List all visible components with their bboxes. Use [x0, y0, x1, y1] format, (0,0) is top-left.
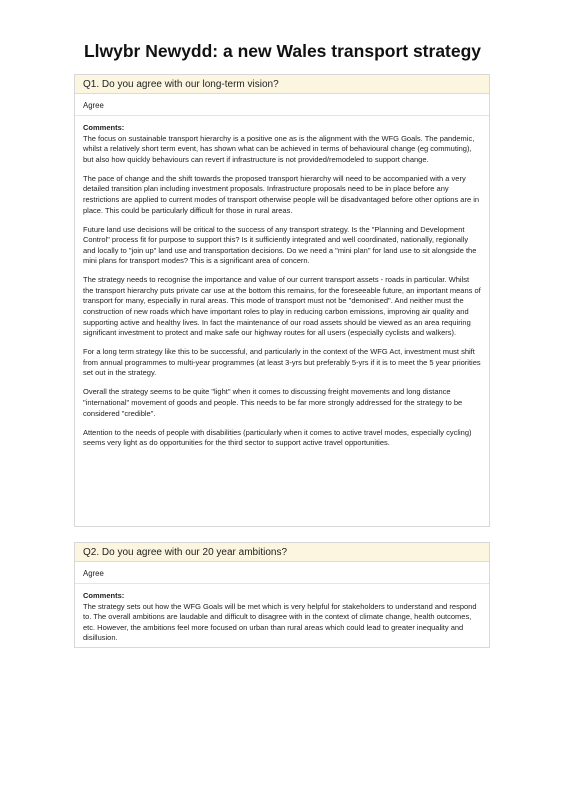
comment-paragraph: Future land use decisions will be critical to the success of any transport strategy. Is the "Planning and Development Control" process fit for purpose to support this? Is it sufficiently integrated and well coordinated, nationally, regionally and locally to "join up" land use and transportation decisions. Do we need a "mini plan" for land use to sit alongside the mini plans for transport modes? This is a significant area of concern. [83, 224, 477, 266]
question-card-q1 [74, 74, 490, 527]
comment-paragraph: The strategy sets out how the WFG Goals will be met which is very helpful for stakeholders to understand and respond to. The overall ambitions are laudable and difficult to disagree with in the context of climate change, health outcomes, etc. However, the ambitions feel more focused on urban than rural areas which could lead to greater inequality and disillusion. [83, 601, 477, 643]
comments-label: Comments: [83, 591, 125, 600]
question-heading: Q1. Do you agree with our long-term vision? [75, 75, 489, 94]
comment-paragraph: The focus on sustainable transport hierarchy is a positive one as is the alignment with the WFG Goals. The pandemic, whilst a relatively short term event, has shown what can be achieved in terms of behavioural change (eg commuting), but also how quickly behaviours can revert if infrastructure is not provided/remodeled to support change. [83, 133, 475, 164]
comment-paragraph: For a long term strategy like this to be successful, and particularly in the context of the WFG Act, investment must shift from annual programmes to multi-year programmes (at least 3-yrs but preferably 5-yrs if it is to meet the 5 year priorities set out in the strategy. [83, 347, 481, 378]
answer-value: Agree [75, 563, 489, 584]
comments-section [75, 116, 489, 449]
comment-paragraph: Attention to the needs of people with disabilities (particularly when it comes to active travel modes, especially cycling) seems very light as do opportunities for the third sector to support active travel opportunities. [83, 427, 472, 448]
comments-section [75, 584, 489, 644]
comments-label: Comments: [83, 123, 125, 132]
comment-paragraph: The pace of change and the shift towards the proposed transport hierarchy will need to be accompanied with a very detailed transition plan including investment proposals. Infrastructure proposals need to be in place before any restrictions are applied to current modes of transport otherwise people will be disadvantaged before other options are in place. This could be particularly difficult for those in rural areas. [83, 173, 480, 215]
question-heading: Q2. Do you agree with our 20 year ambitions? [75, 543, 489, 562]
comment-paragraph: The strategy needs to recognise the importance and value of our current transport assets - roads in particular. Whilst the transport hierarchy puts private car use at the bottom this remains, for the foreseeable future, an important means of transport for many, especially in rural areas. This mode of transport must not be "demonised". And neither must the construction of new roads which have important roles to play in reducing carbon emissions, improving air quality and supporting active and healthy lives. In fact the maintenance of our road assets should be viewed as an area requiring significant investment to protect and make safe our highway routes for all users (especially cyclists and walkers). [83, 275, 481, 338]
question-card-q2 [74, 542, 490, 648]
page-title: Llwybr Newydd: a new Wales transport strategy [83, 41, 482, 61]
answer-value: Agree [75, 95, 489, 116]
comment-paragraph: Overall the strategy seems to be quite "light" when it comes to discussing freight movements and long distance "international" movement of goods and people. This needs to be far more strongly addressed for the strategy to be considered "credible". [83, 387, 463, 418]
